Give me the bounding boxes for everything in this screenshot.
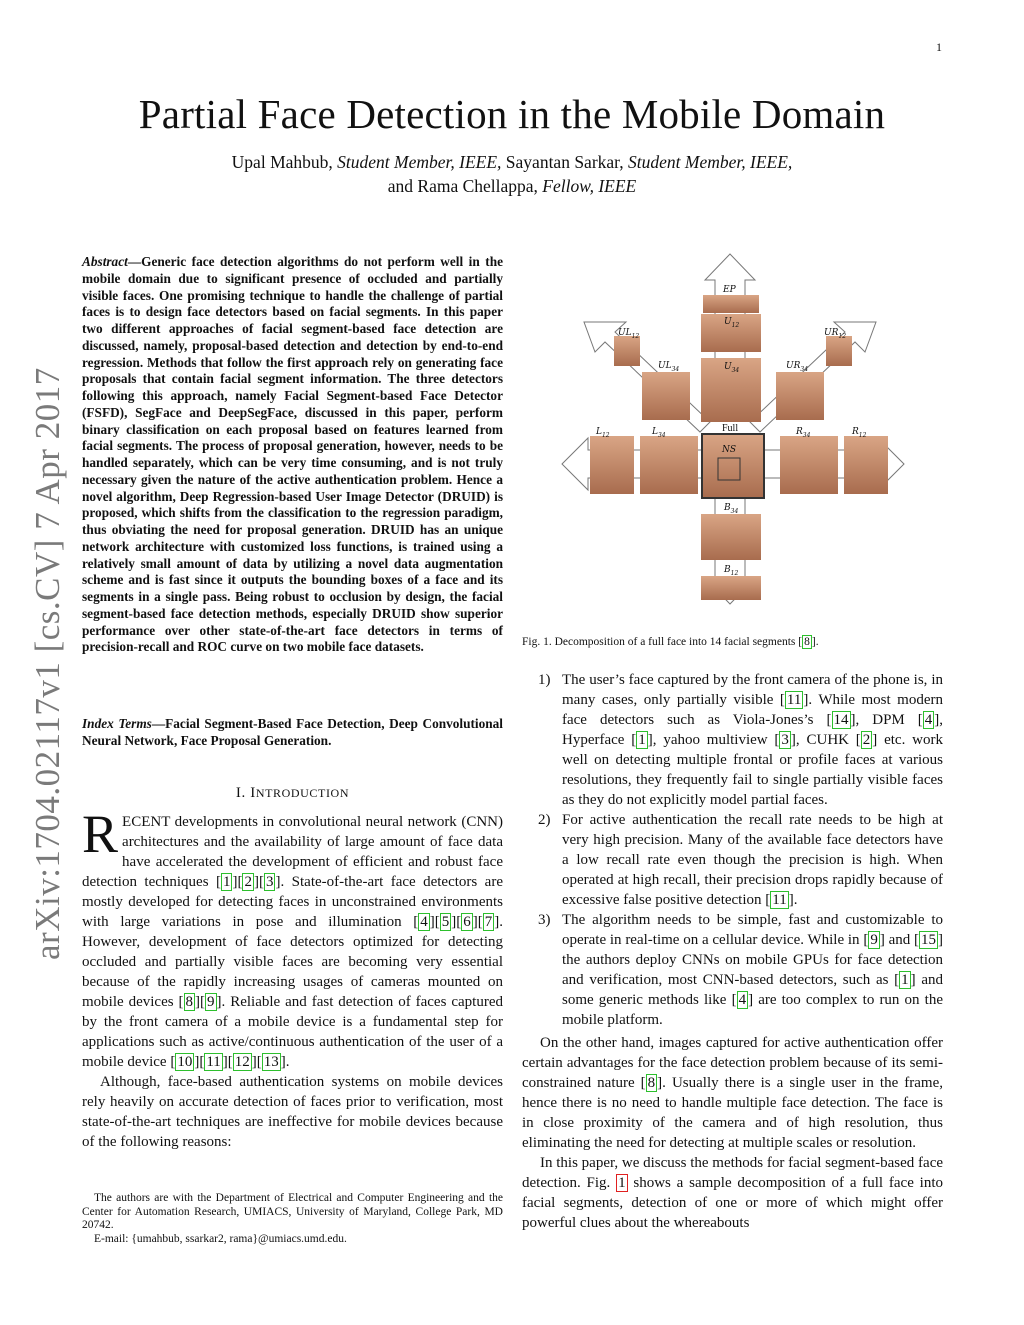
caption-cite[interactable]: 8 [804,636,810,648]
segment-diagram [540,252,920,642]
list-text: . [793,892,798,908]
cite-1[interactable]: 1 [222,874,231,890]
citation-link[interactable]: [ 4 ] [731,992,754,1008]
label-u34-sub: 34 [731,367,740,374]
figure-1 [540,252,920,642]
cite[interactable]: 11 [772,892,787,908]
section-first-letter: I [250,785,256,801]
cite[interactable]: 8 [647,1075,656,1091]
list-text: and [884,932,914,948]
cite-7[interactable]: 7 [484,914,493,930]
footnote-email: E-mail: {umahbub, ssarkar2, rama}@umiacs.umd.edu. [94,1232,347,1245]
citation-link[interactable]: [ 10 ] [170,1054,200,1070]
label-l12-main: L [596,427,602,437]
segment-ur34 [776,372,824,420]
footnote [82,1192,503,1246]
label-ep: EP [723,285,736,295]
author-2: Sayantan Sarkar, [505,152,624,172]
list-text: The user’s face captured by the front camera of the phone is, in many cases, only partially visible [562,672,943,708]
citation-link[interactable]: [ 5 ] [434,914,457,930]
segment-r34 [780,436,838,494]
list-item [522,670,943,810]
label-ul12-sub: 12 [631,333,640,340]
caption-prefix: Fig. 1. [522,636,552,648]
cite-8[interactable]: 8 [185,994,194,1010]
citation-link[interactable]: [ 1 ] [894,972,916,988]
label-ur12-main: UR [824,328,839,338]
author-2-role: Student Member, IEEE, [628,152,793,172]
label-r34-main: R [796,427,803,437]
citation-link[interactable]: [ 11 ] [199,1054,228,1070]
footnote-affiliation: The authors are with the Department of Electrical and Computer Engineering and the Center for Automation Research, UMIACS, University of Maryland, College Park, MD 20742. [82,1192,503,1231]
list-text: , Hyperface [562,712,943,748]
citation-link[interactable]: [ 6 ] [456,914,478,930]
intro-text: . However, development of face detectors optimized for detecting occluded and partially visible faces are becoming very essential because of the rapidly increasing usages of cameras mounted on mobile devices [82,914,503,1010]
list-text: the authors deploy CNNs on mobile GPUs for face detection and verification, most CNN-based detectors, such as [562,952,943,988]
caption-end: . [815,636,819,648]
segment-ul12 [614,336,640,366]
label-ur34-sub: 34 [800,366,809,373]
abstract-label: Abstract [82,254,128,269]
cite-6[interactable]: 6 [463,914,471,930]
label-ur34-main: UR [786,361,801,371]
figure-caption [522,636,942,648]
label-u12-main: U [724,317,732,327]
right-column-body [522,1033,943,1233]
citation-link[interactable]: [ 8 ] [798,636,816,648]
cite[interactable]: 4 [738,992,747,1008]
segment-ur12 [826,336,852,366]
citation-link[interactable]: [ 15 ] [913,932,943,948]
right-paragraph-1 [522,1033,943,1153]
intro-text: . Reliable and fast detection of faces captured by the front camera of a mobile device is a fundamental step for applications such as active/continuous authentication of the user of a mobile device [82,994,503,1070]
paragraph-text: . Usually there is a single user in the frame, hence there is no need to handle multiple face detection. The face is in close proximity of the camera and of high resolution, thus eliminating the need for detecting at multiple scales or resolution. [522,1075,943,1151]
intro-text: ECENT developments in convolutional neural network (CNN) architectures and the availability of large amount of face data have accelerated the development of efficient and robust face detection techniques [82,814,503,890]
cite[interactable]: 3 [781,732,789,748]
intro-paragraph-1 [82,804,503,1072]
label-r12-main: R [852,427,859,437]
label-ur34 [786,361,808,373]
introduction-body [82,804,503,1152]
caption-text: Decomposition of a full face into 14 facial segments [554,636,799,648]
section-title-rest: NTRODUCTION [255,786,350,800]
segment-l12 [590,436,634,494]
cite-11[interactable]: 11 [206,1054,221,1070]
cite[interactable]: 11 [786,692,802,708]
arxiv-stamp-text: arXiv:1704.02117v1 [cs.CV] 7 Apr 2017 [28,367,67,960]
cite[interactable]: 4 [924,712,933,728]
list-text: are too complex to run on the mobile platform. [562,992,943,1028]
cite-13[interactable]: 13 [263,1054,279,1070]
cite[interactable]: 14 [833,712,849,728]
list-text: The algorithm needs to be simple, fast and customizable to operate in real-time on a cellular device. While in [562,912,943,948]
intro-paragraph-2: Although, face-based authentication systems on mobile devices rely heavily on accurate detection of faces prior to verification, most state-of-the-art techniques are ineffective for mobile devices because of the following reasons: [82,1074,503,1150]
paragraph-text: In this paper, we discuss the methods for facial segment-based face detection. Fig. [522,1155,944,1191]
paragraph-text: shows a sample decomposition of a full face into facial segments, detection of one or more of which might offer powerful clues about the whereabouts [522,1175,943,1231]
citation-link[interactable]: [ 3 ] [258,874,281,890]
index-terms [82,716,503,750]
citation-link[interactable]: [ 11 ] [765,892,794,908]
list-number: 3) [538,912,551,928]
drop-cap: R [82,804,119,864]
citation-link[interactable]: [ 2 ] [855,732,878,748]
index-terms-text: —Facial Segment-Based Face Detection, Deep Convolutional Neural Network, Face Proposal Generation. [82,716,504,748]
author-3: and Rama Chellappa, [387,176,538,196]
citation-link[interactable]: [ 12 ] [227,1054,257,1070]
author-3-role: Fellow, IEEE [542,176,637,196]
citation-link[interactable]: [ 1 ] [215,874,238,890]
right-paragraph-2 [522,1153,943,1233]
cite-2[interactable]: 2 [244,874,252,890]
citation-link[interactable]: [ 8 ] [640,1075,663,1091]
label-r12-sub: 12 [858,432,867,439]
author-block [0,150,1024,198]
list-number: 2) [538,812,551,828]
citation-link[interactable]: [ 8 ] [178,994,201,1010]
arxiv-stamp [28,360,67,960]
label-b12-sub: 12 [730,570,739,577]
citation-link[interactable]: [ 3 ] [774,732,796,748]
cite-10[interactable]: 10 [177,1054,193,1070]
intro-text: . [285,1054,290,1070]
citation-link[interactable]: [ 9 ] [200,994,222,1010]
paper-title: Partial Face Detection in the Mobile Domain [138,91,886,137]
list-text: , yahoo multiview [652,732,775,748]
cite-5[interactable]: 5 [441,914,450,930]
segment-ul34 [642,372,690,420]
label-full: Full [722,423,739,434]
section-number: I. [235,785,246,801]
intro-text: . State-of-the-art face detectors are mostly developed for detecting faces in unconstrained environments with large variations in pose and illumination [82,874,503,930]
list-text: etc. work well on detecting multiple frontal or profile faces at various resolutions, they frequently fail to single partially visible faces as they do not explicitly model partial faces. [562,732,943,808]
citation-link[interactable]: [ 4 ] [413,914,435,930]
label-ul34 [658,361,679,373]
segment-full [702,434,764,498]
label-b12-main: B [724,565,731,575]
cite[interactable]: 2 [862,732,871,748]
citation-link[interactable]: [ 9 ] [863,932,885,948]
citation-link[interactable]: [ 14 ] [826,712,856,728]
cite[interactable]: 9 [870,932,878,948]
list-text: . While most modern face detectors such as Viola-Jones’s [562,692,943,728]
label-u34-main: U [724,362,732,372]
paragraph-text: On the other hand, images captured for active authentication offer certain advantages for the face detection problem because of its semi-constrained nature [522,1035,943,1091]
page-number: 1 [936,40,942,54]
citation-link[interactable]: [ 13 ] [256,1054,286,1070]
list-text: , DPM [855,712,918,728]
segment-b12 [701,576,761,600]
cite[interactable]: 15 [920,932,936,948]
index-terms-label: Index Terms [82,716,152,731]
citation-link[interactable]: [ 1 ] [631,732,653,748]
label-l34-sub: 34 [657,432,666,439]
label-u12-sub: 12 [731,322,740,329]
segment-ep [703,295,759,313]
label-r34-sub: 34 [802,432,811,439]
cite[interactable]: 1 [638,732,646,748]
author-1-role: Student Member, IEEE, [337,152,502,172]
cite-3[interactable]: 3 [265,874,274,890]
citation-link[interactable]: [ 2 ] [237,874,259,890]
abstract-text: —Generic face detection algorithms do not perform well in the mobile domain due to significant presence of occluded and partially visible faces. One promising technique to handle the challenge of partial faces is to design face detectors based on facial segments. In this paper two different approaches of facial segment-based face detection are discussed, namely, proposal-based detection and detection by end-to-end regression. Methods that follow the first approach rely on generating face proposals that contain facial segment information. The three detectors following this approach, namely Facial Segment-based Face Detector (FSFD), SegFace and DeepSegFace, discussed in this paper, perform binary classification on each proposal based on features learned from facial segments. The process of proposal generation, however, needs to be handled separately, which can be very time consuming, and is not truly necessary given the nature of the active authentication problem. Hence a novel algorithm, Deep Regression-based User Image Detector (DRUID) is proposed, which shifts from the classification to the regression paradigm, thus obviating the need for proposal generation. DRUID has an unique network architecture with customized loss functions, is trained using a relatively small amount of data by utilizing a novel data augmentation scheme and is fast since it outputs the bounding boxes of a face and its segments in a single pass. Being robust to occlusion by design, the facial segment-based face detection methods, especially DRUID show superior performance over other state-of-the-art face detectors in terms of precision-recall and ROC curve on two mobile face datasets. [82,254,503,655]
list-number: 1) [538,672,551,688]
label-ul34-main: UL [658,361,672,371]
cite-12[interactable]: 12 [234,1054,250,1070]
list-item [522,810,943,910]
abstract [82,254,503,656]
cite[interactable]: 1 [901,972,909,988]
segment-r12 [844,436,888,494]
label-ur12-sub: 12 [838,333,847,340]
reasons-list [522,670,943,1030]
label-l12-sub: 12 [601,432,610,439]
cite-9[interactable]: 9 [207,994,215,1010]
citation-link[interactable]: [ 7 ] [477,914,500,930]
label-b34-main: B [724,503,731,513]
list-text: and some generic methods like [562,972,943,1008]
author-1: Upal Mahbub, [231,152,333,172]
segment-l34 [640,436,698,494]
segment-b34 [701,514,761,560]
label-ul34-sub: 34 [671,366,680,373]
label-ul12-main: UL [618,328,632,338]
list-item [522,910,943,1030]
label-ns: NS [722,445,737,455]
list-text: , CUHK [795,732,856,748]
label-b34-sub: 34 [730,508,739,515]
citation-link[interactable]: [ 4 ] [917,712,940,728]
cite-4[interactable]: 4 [420,914,428,930]
figure-ref-link[interactable]: 1 [618,1175,626,1191]
list-text: For active authentication the recall rate needs to be high at very high precision. Many of the available face detectors have a low recall rate even though the precision is high. When operated at high recall, their precision drops rapidly because of excessive false positive detection [562,812,943,908]
citation-link[interactable]: [ 11 ] [779,692,809,708]
section-heading [82,785,503,802]
label-l34-main: L [652,427,658,437]
